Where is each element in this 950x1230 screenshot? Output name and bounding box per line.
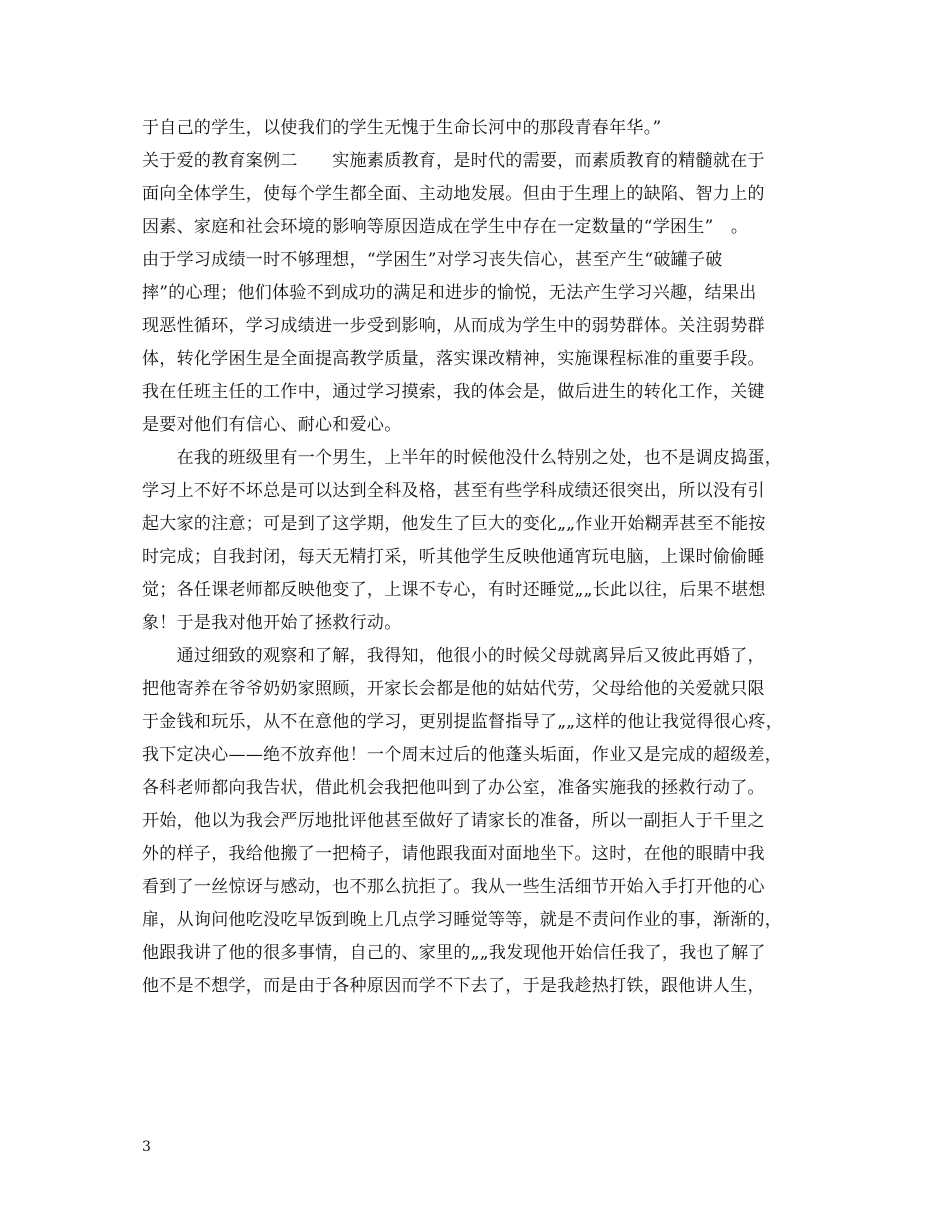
text-line: 他不是不想学，而是由于各种原因而学不下去了，于是我趁热打铁，跟他讲人生， xyxy=(142,976,765,996)
text-line: 象！于是我对他开始了拯救行动。 xyxy=(142,613,402,633)
text-line: 开始，他以为我会严厉地批评他甚至做好了请家长的准备，所以一副拒人于千里之 xyxy=(142,811,765,831)
text-line: 我在任班主任的工作中，通过学习摸索，我的体会是，做后进生的转化工作，关键 xyxy=(142,382,765,402)
text-line: 现恶性循环，学习成绩进一步受到影响，从而成为学生中的弱势群体。关注弱势群 xyxy=(142,316,765,336)
text-line: 因素、家庭和社会环境的影响等原因造成在学生中存在一定数量的“学困生” 。 xyxy=(142,217,749,237)
text-line: 由于学习成绩一时不够理想，“学困生”对学习丧失信心，甚至产生“破罐子破 xyxy=(142,250,723,270)
text-line: 在我的班级里有一个男生，上半年的时候他没什么特别之处，也不是调皮捣蛋， xyxy=(142,448,783,468)
text-line: 时完成；自我封闭，每天无精打采，听其他学生反映他通宵玩电脑，上课时偷偷睡 xyxy=(142,547,765,567)
body-text xyxy=(142,112,814,1003)
text-line: 我下定决心——绝不放弃他！一个周末过后的他蓬头垢面，作业又是完成的超级差， xyxy=(142,745,783,765)
text-line: 起大家的注意；可是到了这学期，他发生了巨大的变化„„作业开始糊弄甚至不能按 xyxy=(142,514,766,534)
page-number: 3 xyxy=(142,1139,151,1155)
text-line: 扉，从询问他吃没吃早饭到晚上几点学习睡觉等等，就是不责问作业的事，渐渐的， xyxy=(142,910,783,930)
text-line: 是要对他们有信心、耐心和爱心。 xyxy=(142,415,402,435)
text-line: 体，转化学困生是全面提高教学质量，落实课改精神，实施课程标准的重要手段。 xyxy=(142,349,765,369)
text-line: 关于爱的教育案例二 实施素质教育，是时代的需要，而素质教育的精髓就在于 xyxy=(142,151,765,171)
text-line: 把他寄养在爷爷奶奶家照顾，开家长会都是他的姑姑代劳，父母给他的关爱就只限 xyxy=(142,679,765,699)
text-line: 看到了一丝惊讶与感动，也不那么抗拒了。我从一些生活细节开始入手打开他的心 xyxy=(142,877,765,897)
text-line: 面向全体学生，使每个学生都全面、主动地发展。但由于生理上的缺陷、智力上的 xyxy=(142,184,765,204)
text-line: 学习上不好不坏总是可以达到全科及格，甚至有些学科成绩还很突出，所以没有引 xyxy=(142,481,765,501)
text-line: 他跟我讲了他的很多事情，自己的、家里的„„我发现他开始信任我了，我也了解了 xyxy=(142,943,766,963)
text-line: 于金钱和玩乐，从不在意他的学习，更别提监督指导了„„这样的他让我觉得很心疼， xyxy=(142,712,784,732)
text-line: 通过细致的观察和了解，我得知，他很小的时候父母就离异后又彼此再婚了， xyxy=(142,646,765,666)
text-line: 各科老师都向我告状，借此机会我把他叫到了办公室，准备实施我的拯救行动了。 xyxy=(142,778,765,798)
text-line: 于自己的学生，以使我们的学生无愧于生命长河中的那段青春年华。” xyxy=(142,118,662,138)
text-line: 摔”的心理；他们体验不到成功的满足和进步的愉悦，无法产生学习兴趣，结果出 xyxy=(142,283,757,303)
text-line: 外的样子，我给他搬了一把椅子，请他跟我面对面地坐下。这时，在他的眼睛中我 xyxy=(142,844,765,864)
text-line: 觉；各任课老师都反映他变了，上课不专心，有时还睡觉„„长此以往，后果不堪想 xyxy=(142,580,766,600)
